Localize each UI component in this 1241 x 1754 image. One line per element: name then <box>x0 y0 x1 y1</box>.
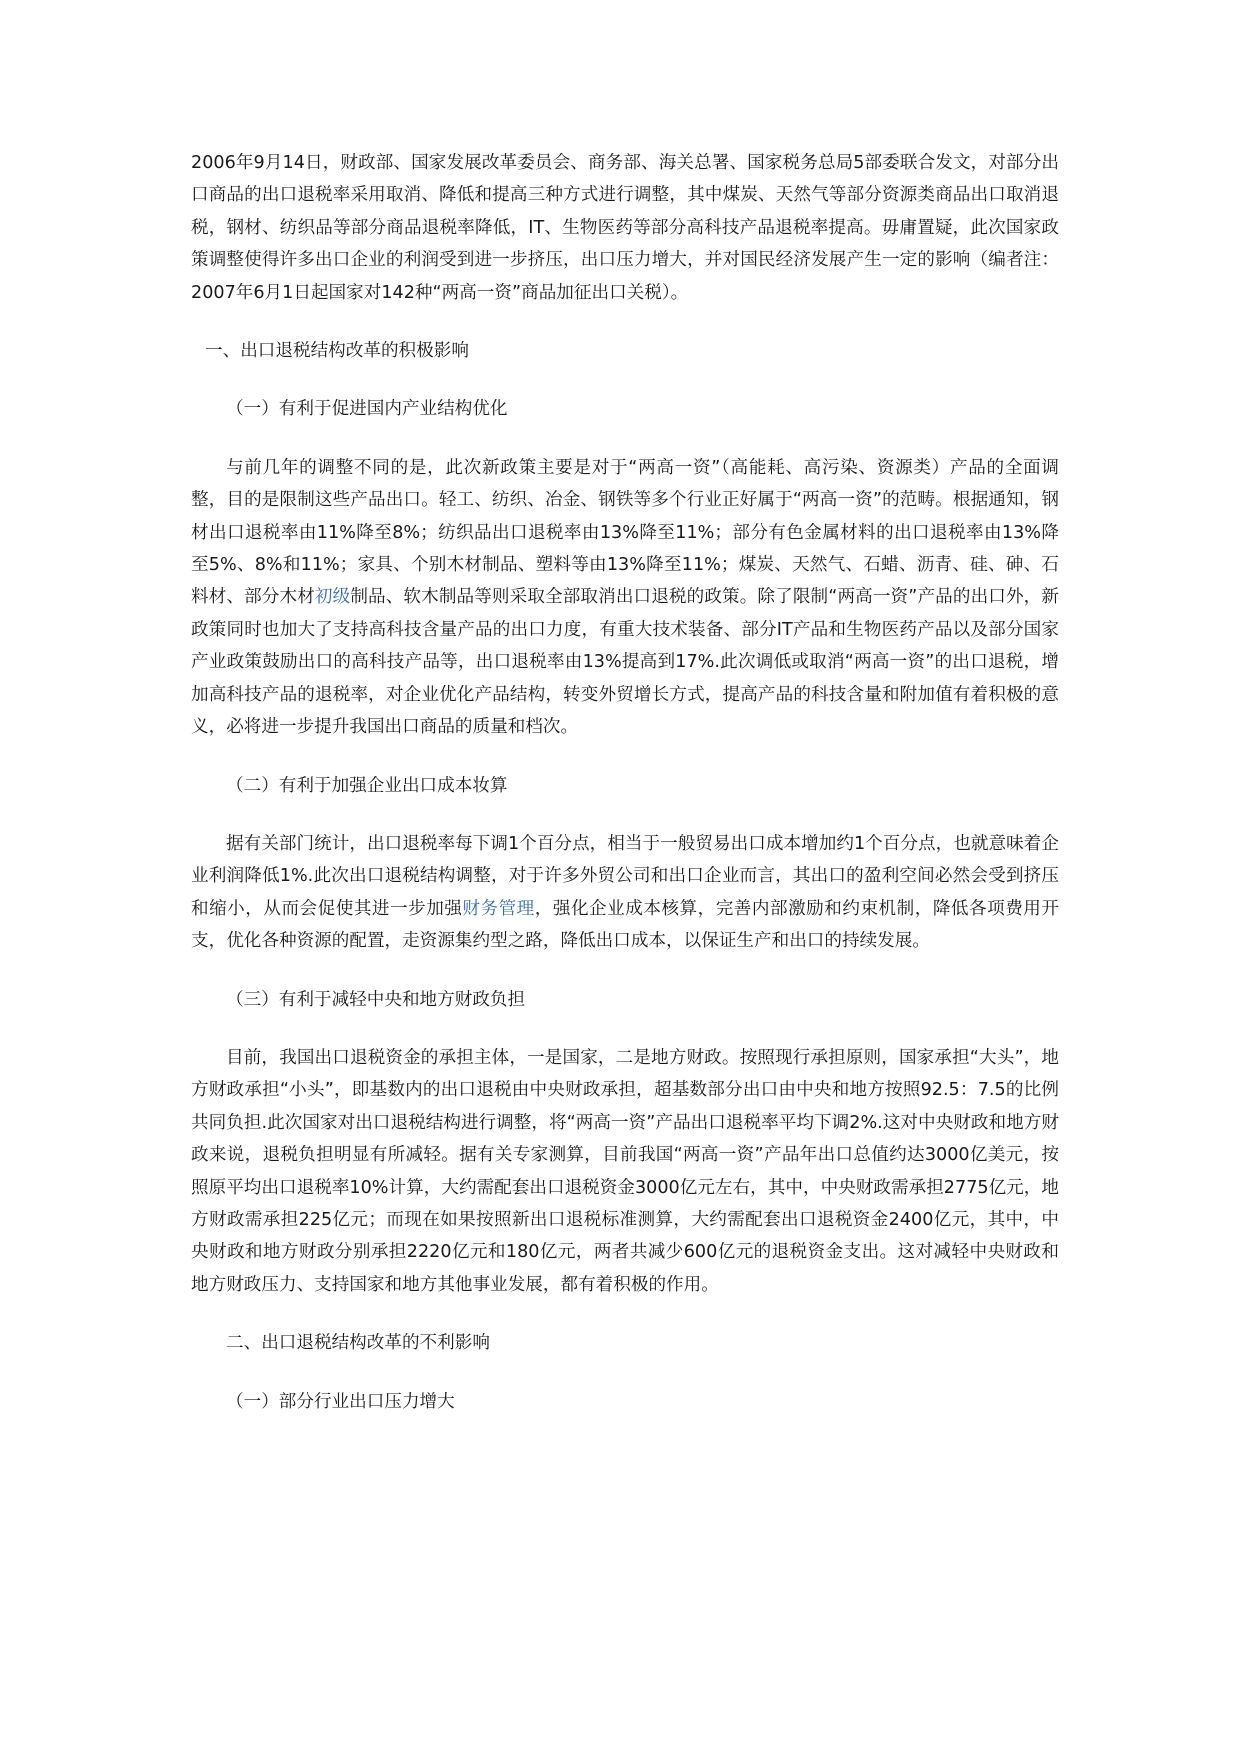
section1-sub1-paragraph <box>191 452 1059 744</box>
section2-sub1-heading: （一）部分行业出口压力增大 <box>226 1391 455 1412</box>
section1-sub3-heading: （三）有利于减轻中央和地方财政负担 <box>226 989 526 1010</box>
section1-sub2-paragraph <box>191 828 1059 958</box>
section1-sub1-heading: （一）有利于促进国内产业结构优化 <box>226 399 508 420</box>
intro-paragraph: 2006年9月14日，财政部、国家发展改革委员会、商务部、海关总署、国家税务总局5部委联合发文，对部分出口商品的出口退税率采用取消、降低和提高三种方式进行调整，其中煤炭、天然气等部分资源类商品出口取消退税，钢材、纺织品等部分商品退税率降低，IT、生物医药等部分高科技产品退税率提高。毋庸置疑，此次国家政策调整使得许多出口企业的利润受到进一步挤压，出口压力增大，并对国民经济发展产生一定的影响（编者注：2007年6月1日起国家对142种“两高一资”商品加征出口关税）。 <box>191 153 1059 303</box>
section1-sub3-paragraph: 目前，我国出口退税资金的承担主体，一是国家，二是地方财政。按照现行承担原则，国家承担“大头”，地方财政承担“小头”，即基数内的出口退税由中央财政承担，超基数部分出口由中央和地方按照92.5：7.5的比例共同负担.此次国家对出口退税结构进行调整，将“两高一资”产品出口退税率平均下调2%.这对中央财政和地方财政来说，退税负担明显有所减轻。据有关专家测算，目前我国“两高一资”产品年出口总值约达3000亿美元，按照原平均出口退税率10%计算，大约需配套出口退税资金3000亿元左右，其中，中央财政需承担2775亿元，地方财政需承担225亿元；而现在如果按照新出口退税标准测算，大约需配套出口退税资金2400亿元，其中，中央财政和地方财政分别承担2220亿元和180亿元，两者共减少600亿元的退税资金支出。这对减轻中央财政和地方财政压力、支持国家和地方其他事业发展，都有着积极的作用。 <box>191 1047 1059 1295</box>
chuji-link[interactable]: 初级 <box>314 587 351 608</box>
section1-sub2-heading: （二）有利于加强企业出口成本妆算 <box>226 775 508 796</box>
paragraph-text: ，强化企业成本核算，完善内部激励和约束机制，降低各项费用开支，优化各种资源的配置，走资源集约型之路，降低出口成本，以保证生产和出口的持续发展。 <box>191 898 1059 952</box>
section2-heading: 二、出口退税结构改革的不利影响 <box>226 1333 490 1354</box>
document-page <box>191 147 1059 1418</box>
financial-management-link[interactable]: 财务管理 <box>462 898 535 919</box>
paragraph-text: 制品、软木制品等则采取全部取消出口退税的政策。除了限制“两高一资”产品的出口外，新政策同时也加大了支持高科技含量产品的出口力度，有重大技术装备、部分IT产品和生物医药产品以及部分国家产业政策鼓励出口的高科技产品等，出口退税率由13%提高到17%.此次调低或取消“两高一资”的出口退税，增加高科技产品的退税率，对企业优化产品结构，转变外贸增长方式，提高产品的科技含量和附加值有着积极的意义，必将进一步提升我国出口商品的质量和档次。 <box>191 587 1059 738</box>
paragraph-text: 据有关部门统计，出口退税率每下调1个百分点，相当于一般贸易出口成本增加约1个百分点，也就意味着企业利润降低1%.此次出口退税结构调整，对于许多外贸公司和出口企业而言，其出口的盈利空间必然会受到挤压和缩小，从而会促使其进一步加强 <box>191 833 1059 919</box>
paragraph-text: 与前几年的调整不同的是，此次新政策主要是对于“两高一资”（高能耗、高污染、资源类）产品的全面调整，目的是限制这些产品出口。轻工、纺织、冶金、钢铁等多个行业正好属于“两高一资”的范畴。根据通知，钢材出口退税率由11%降至8%；纺织品出口退税率由13%降至11%；部分有色金属材料的出口退税率由13%降至5%、8%和11%；家具、个别木材制品、塑料等由13%降至11%；煤炭、天然气、石蜡、沥青、硅、砷、石料材、部分木材 <box>191 457 1059 608</box>
section1-heading: 一、出口退税结构改革的积极影响 <box>205 341 469 362</box>
